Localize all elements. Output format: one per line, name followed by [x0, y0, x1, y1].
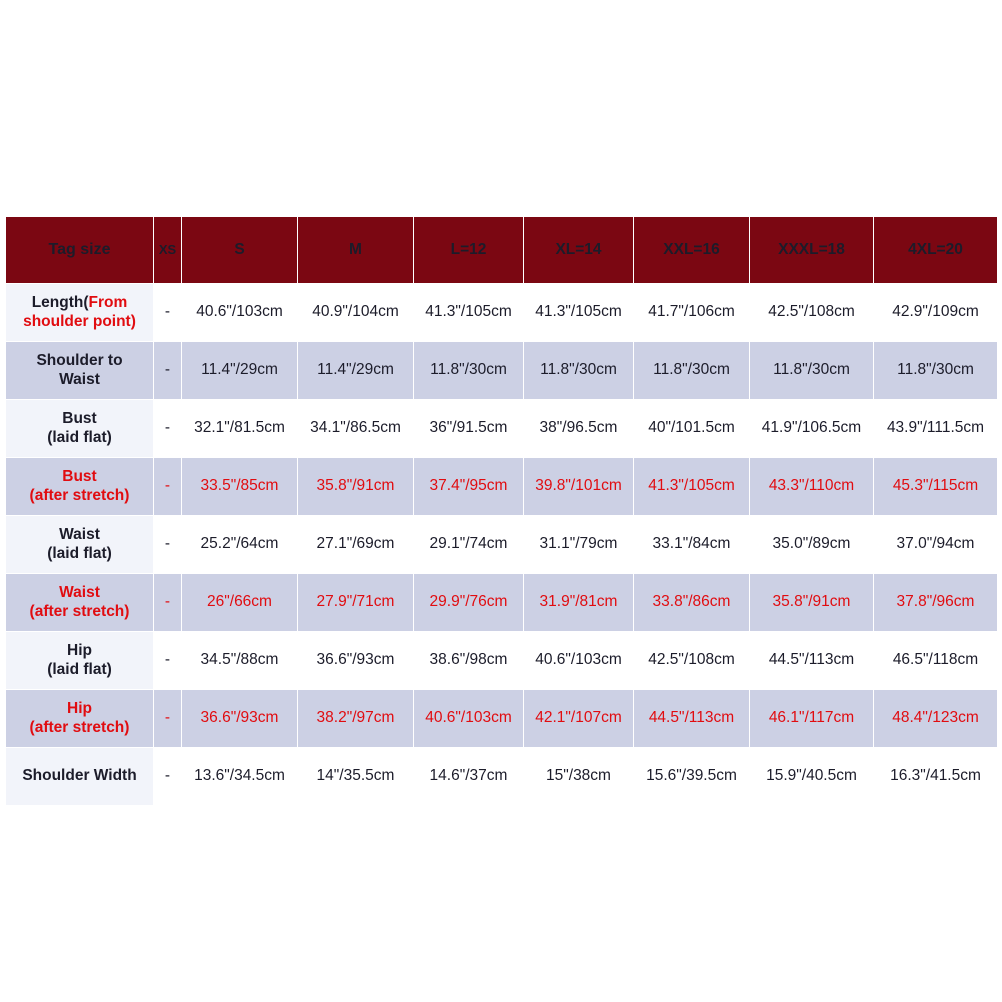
cell-value: -: [154, 690, 182, 748]
row-label-part-2: (after stretch): [29, 486, 130, 504]
table-row: [6, 690, 998, 748]
cell-value: 34.1"/86.5cm: [298, 400, 414, 458]
column-header-4xl: 4XL=20: [874, 217, 998, 284]
cell-value: 11.8"/30cm: [750, 342, 874, 400]
row-label-part-1: Hip: [67, 641, 92, 659]
cell-value: 37.0"/94cm: [874, 516, 998, 574]
cell-value: 26"/66cm: [182, 574, 298, 632]
row-label-waist-laid-flat: [6, 516, 154, 574]
row-label-shoulder-width: Shoulder Width: [6, 748, 154, 806]
cell-value: 11.4"/29cm: [182, 342, 298, 400]
cell-value: 40.9"/104cm: [298, 284, 414, 342]
cell-value: 33.1"/84cm: [634, 516, 750, 574]
cell-value: 29.9"/76cm: [414, 574, 524, 632]
row-label-length: [6, 284, 154, 342]
cell-value: 35.8"/91cm: [298, 458, 414, 516]
row-label-part-2: (laid flat): [47, 544, 112, 562]
row-label-part-2: (after stretch): [29, 602, 130, 620]
cell-value: 37.4"/95cm: [414, 458, 524, 516]
row-label-shoulder-to-waist: [6, 342, 154, 400]
cell-value: 31.1"/79cm: [524, 516, 634, 574]
cell-value: 27.1"/69cm: [298, 516, 414, 574]
row-label-hip-laid-flat: [6, 632, 154, 690]
row-label-part-2: (laid flat): [47, 660, 112, 678]
cell-value: -: [154, 342, 182, 400]
cell-value: 27.9"/71cm: [298, 574, 414, 632]
table-row: [6, 632, 998, 690]
cell-value: 14"/35.5cm: [298, 748, 414, 806]
column-header-s: S: [182, 217, 298, 284]
table-row: [6, 400, 998, 458]
cell-value: 36"/91.5cm: [414, 400, 524, 458]
column-header-m: M: [298, 217, 414, 284]
row-label-part-2: Waist: [59, 370, 100, 388]
table-body: [6, 284, 998, 806]
cell-value: 40"/101.5cm: [634, 400, 750, 458]
cell-value: 44.5"/113cm: [634, 690, 750, 748]
cell-value: 41.9"/106.5cm: [750, 400, 874, 458]
cell-value: 13.6"/34.5cm: [182, 748, 298, 806]
row-label-part-2: (laid flat): [47, 428, 112, 446]
table-row: [6, 748, 998, 806]
cell-value: 15.9"/40.5cm: [750, 748, 874, 806]
cell-value: 11.8"/30cm: [524, 342, 634, 400]
cell-value: 33.5"/85cm: [182, 458, 298, 516]
table-row: [6, 516, 998, 574]
row-label-part-1: Hip: [67, 699, 92, 717]
cell-value: 11.8"/30cm: [414, 342, 524, 400]
cell-value: -: [154, 400, 182, 458]
table-row: [6, 458, 998, 516]
cell-value: 11.8"/30cm: [874, 342, 998, 400]
cell-value: 45.3"/115cm: [874, 458, 998, 516]
row-label-bust-after-stretch: [6, 458, 154, 516]
row-label-part-1: Bust: [62, 467, 97, 485]
row-label-part-1: Waist: [59, 525, 100, 543]
row-label-waist-after-stretch: [6, 574, 154, 632]
cell-value: 31.9"/81cm: [524, 574, 634, 632]
cell-value: 42.5"/108cm: [634, 632, 750, 690]
cell-value: 41.3"/105cm: [524, 284, 634, 342]
cell-value: 38.6"/98cm: [414, 632, 524, 690]
cell-value: -: [154, 458, 182, 516]
cell-value: 34.5"/88cm: [182, 632, 298, 690]
cell-value: -: [154, 284, 182, 342]
cell-value: 15.6"/39.5cm: [634, 748, 750, 806]
row-label-part-2: (after stretch): [29, 718, 130, 736]
cell-value: 38"/96.5cm: [524, 400, 634, 458]
cell-value: 35.0"/89cm: [750, 516, 874, 574]
cell-value: 43.3"/110cm: [750, 458, 874, 516]
cell-value: -: [154, 632, 182, 690]
cell-value: 48.4"/123cm: [874, 690, 998, 748]
cell-value: 29.1"/74cm: [414, 516, 524, 574]
cell-value: 32.1"/81.5cm: [182, 400, 298, 458]
cell-value: 46.5"/118cm: [874, 632, 998, 690]
cell-value: 41.3"/105cm: [414, 284, 524, 342]
cell-value: -: [154, 574, 182, 632]
row-label-part-1: Waist: [59, 583, 100, 601]
cell-value: 37.8"/96cm: [874, 574, 998, 632]
column-header-xs: XS: [154, 217, 182, 284]
row-label-part-1: Shoulder to: [36, 351, 123, 369]
row-label-bust-laid-flat: [6, 400, 154, 458]
cell-value: 42.1"/107cm: [524, 690, 634, 748]
cell-value: 43.9"/111.5cm: [874, 400, 998, 458]
table-row: [6, 284, 998, 342]
size-chart-container: [5, 216, 997, 806]
row-label-hip-after-stretch: [6, 690, 154, 748]
cell-value: 41.7"/106cm: [634, 284, 750, 342]
column-header-l: L=12: [414, 217, 524, 284]
table-row: [6, 342, 998, 400]
cell-value: 11.8"/30cm: [634, 342, 750, 400]
cell-value: -: [154, 516, 182, 574]
column-header-xxxl: XXXL=18: [750, 217, 874, 284]
column-header-xxl: XXL=16: [634, 217, 750, 284]
cell-value: 40.6"/103cm: [414, 690, 524, 748]
cell-value: 35.8"/91cm: [750, 574, 874, 632]
row-label-part-1: Bust: [62, 409, 97, 427]
cell-value: 36.6"/93cm: [298, 632, 414, 690]
column-header-xl: XL=14: [524, 217, 634, 284]
cell-value: 40.6"/103cm: [182, 284, 298, 342]
cell-value: 25.2"/64cm: [182, 516, 298, 574]
header-row: [6, 217, 998, 284]
row-label-part-1: Length(: [31, 293, 89, 311]
cell-value: 11.4"/29cm: [298, 342, 414, 400]
cell-value: 39.8"/101cm: [524, 458, 634, 516]
table-row: [6, 574, 998, 632]
table-header: [6, 217, 998, 284]
row-label-part-2: From shoulder point): [23, 293, 136, 330]
cell-value: 33.8"/86cm: [634, 574, 750, 632]
cell-value: 46.1"/117cm: [750, 690, 874, 748]
cell-value: 41.3"/105cm: [634, 458, 750, 516]
size-chart-table: [5, 216, 998, 806]
column-header-tag-size: Tag size: [6, 217, 154, 284]
cell-value: 38.2"/97cm: [298, 690, 414, 748]
cell-value: 16.3"/41.5cm: [874, 748, 998, 806]
cell-value: 42.5"/108cm: [750, 284, 874, 342]
cell-value: -: [154, 748, 182, 806]
cell-value: 40.6"/103cm: [524, 632, 634, 690]
cell-value: 14.6"/37cm: [414, 748, 524, 806]
cell-value: 42.9"/109cm: [874, 284, 998, 342]
cell-value: 15"/38cm: [524, 748, 634, 806]
cell-value: 44.5"/113cm: [750, 632, 874, 690]
cell-value: 36.6"/93cm: [182, 690, 298, 748]
